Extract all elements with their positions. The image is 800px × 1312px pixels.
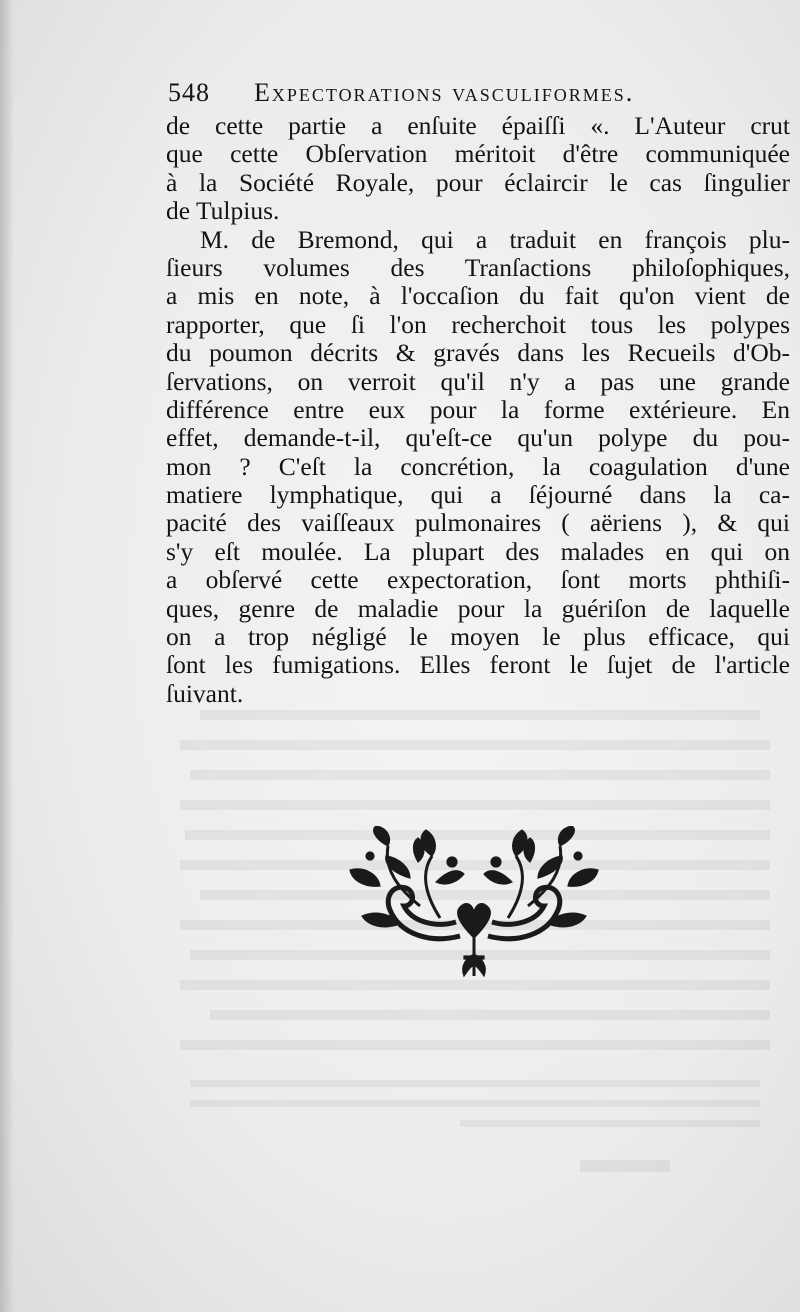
text-line: s'y eſt moulée. La plupart des malades en qui on	[166, 536, 790, 566]
text-line: on a trop négligé le moyen le plus efficace, qui	[166, 622, 790, 652]
text-line: ſont les fumigations. Elles feront le ſujet de l'article	[166, 650, 790, 680]
text-line: M. de Bremond, qui a traduit en françois plu-	[200, 224, 790, 254]
text-line: effet, demande-t-il, qu'eſt-ce qu'un polype du pou-	[166, 423, 790, 453]
body-text	[166, 112, 790, 708]
text-line: ſuivant.	[166, 678, 244, 708]
text-line: différence entre eux pour la forme extérieure. En	[166, 394, 790, 424]
text-line: rapporter, que ſi l'on recherchoit tous les polypes	[166, 309, 790, 339]
text-line: de cette partie a enſuite épaiſſi «. L'Auteur crut	[166, 111, 790, 140]
text-line: que cette Obſervation méritoit d'être communiquée	[166, 139, 790, 169]
text-line: a obſervé cette expectoration, ſont morts phthiſi-	[166, 565, 790, 595]
gutter-shadow	[0, 0, 14, 1312]
text-line: à la Société Royale, pour éclaircir le cas ſingulier	[166, 167, 790, 197]
text-line: ſieurs volumes des Tranſactions philoſophiques,	[166, 252, 790, 282]
text-line: ques, genre de maladie pour la guériſon de laquelle	[166, 593, 790, 623]
running-title: Expectorations vasculiformes.	[254, 78, 635, 107]
text-line: a mis en note, à l'occaſion du fait qu'on vient de	[166, 281, 790, 311]
text-line: de Tulpius.	[166, 196, 280, 226]
text-line: matiere lymphatique, qui a ſéjourné dans la ca-	[166, 480, 790, 510]
text-line: ſervations, on verroit qu'il n'y a pas une grande	[166, 366, 790, 396]
text-line: mon ? C'eſt la concrétion, la coagulation d'une	[166, 451, 790, 481]
text-line: du poumon décrits & gravés dans les Recueils d'Ob-	[166, 338, 790, 368]
page-number: 548	[168, 78, 210, 107]
floral-tailpiece-icon	[340, 826, 608, 986]
text-line: pacité des vaiſſeaux pulmonaires ( aëriens ), & qui	[166, 508, 790, 538]
